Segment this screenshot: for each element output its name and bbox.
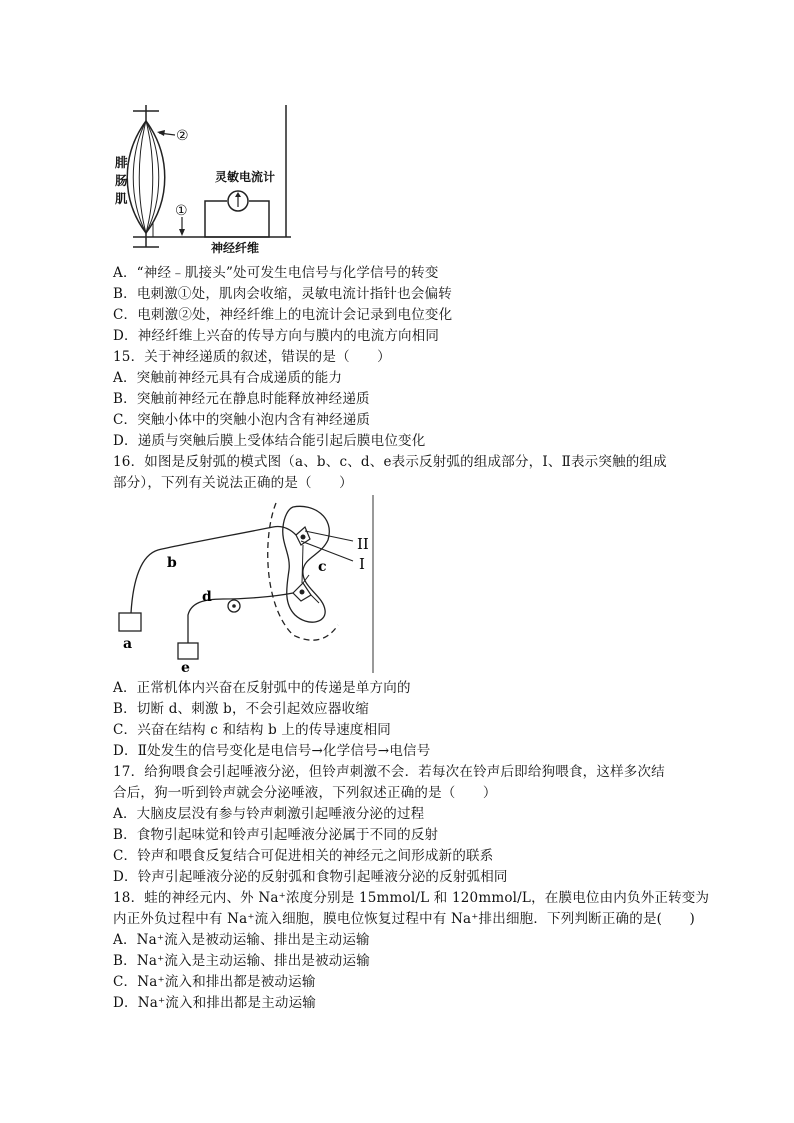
- q14-option-a: A．“神经﹣肌接头”处可发生电信号与化学信号的转变: [113, 265, 439, 281]
- point2-label: ②: [176, 128, 189, 144]
- q18-option-a: A．Na⁺流入是被动运输、排出是主动运输: [113, 932, 370, 948]
- q17-stem-line2: 合后，狗一听到铃声就会分泌唾液，下列叙述正确的是（ ）: [113, 785, 497, 801]
- q14-option-d: D．神经纤维上兴奋的传导方向与膜内的电流方向相同: [113, 328, 440, 344]
- q18-stem-line1: 18．蛙的神经元内、外 Na⁺浓度分别是 15mmol/L 和 120mmol/L，在膜电位由内负外正转变为: [113, 890, 710, 906]
- q15-option-a: A．突触前神经元具有合成递质的能力: [113, 370, 343, 386]
- nerve-fiber-label: 神经纤维: [211, 241, 260, 255]
- muscle-label: 腓 肠 肌: [115, 155, 128, 206]
- q17-option-c: C．铃声和喂食反复结合可促进相关的神经元之间形成新的联系: [113, 848, 494, 864]
- label-e: e: [181, 660, 190, 675]
- q14-option-b: B．电刺激①处，肌肉会收缩，灵敏电流计指针也会偏转: [113, 286, 452, 302]
- figure-reflex-arc: [113, 495, 378, 675]
- q16-option-d: D．Ⅱ处发生的信号变化是电信号→化学信号→电信号: [113, 743, 431, 759]
- motor-neuron: [293, 575, 319, 603]
- point1-label: ①: [175, 203, 188, 219]
- label-a: a: [123, 636, 133, 652]
- q16-option-a: A．正常机体内兴奋在反射弧中的传递是单方向的: [113, 680, 411, 696]
- q14-option-c: C．电刺激②处，神经纤维上的电流计会记录到电位变化: [113, 307, 453, 323]
- q15-option-c: C．突触小体中的突触小泡内含有神经递质: [113, 412, 371, 428]
- label-b: b: [167, 555, 177, 571]
- q16-option-b: B．切断 d、刺激 b，不会引起效应器收缩: [113, 701, 369, 717]
- q18-stem-line2: 内正外负过程中有 Na⁺流入细胞，膜电位恢复过程中有 Na⁺排出细胞．下列判断正确的是( ): [113, 911, 695, 927]
- q15-option-d: D．递质与突触后膜上受体结合能引起后膜电位变化: [113, 433, 426, 449]
- q16-stem-line2: 部分），下列有关说法正确的是（ ）: [113, 475, 353, 491]
- q16-stem-line1: 16．如图是反射弧的模式图（a、b、c、d、e表示反射弧的组成部分，Ⅰ、Ⅱ表示突触的组成: [113, 454, 667, 470]
- q15-stem: 15．关于神经递质的叙述，错误的是（ ）: [113, 349, 391, 365]
- label-c: c: [318, 559, 327, 575]
- q17-stem-line1: 17．给狗喂食会引起唾液分泌，但铃声刺激不会．若每次在铃声后即给狗喂食，这样多次结: [113, 764, 665, 780]
- q17-option-d: D．铃声引起唾液分泌的反射弧和食物引起唾液分泌的反射弧相同: [113, 869, 508, 885]
- label-I: I: [359, 555, 365, 573]
- q15-option-b: B．突触前神经元在静息时能释放神经递质: [113, 391, 370, 407]
- muscle-shape: [127, 121, 165, 233]
- figure-muscle-nerve: [113, 105, 293, 255]
- effector-box: [178, 643, 198, 659]
- q18-option-d: D．Na⁺流入和排出都是主动运输: [113, 995, 317, 1011]
- q18-option-c: C．Na⁺流入和排出都是被动运输: [113, 974, 316, 990]
- label-II: II: [357, 535, 369, 553]
- meter-label: 灵敏电流计: [215, 170, 276, 184]
- q16-option-c: C．兴奋在结构 c 和结构 b 上的传导速度相同: [113, 722, 391, 738]
- label-d: d: [202, 589, 212, 605]
- receptor-box: [119, 613, 141, 631]
- q17-option-a: A．大脑皮层没有参与铃声刺激引起唾液分泌的过程: [113, 806, 425, 822]
- q18-option-b: B．Na⁺流入是主动运输、排出是被动运输: [113, 953, 370, 969]
- q17-option-b: B．食物引起味觉和铃声引起唾液分泌属于不同的反射: [113, 827, 439, 843]
